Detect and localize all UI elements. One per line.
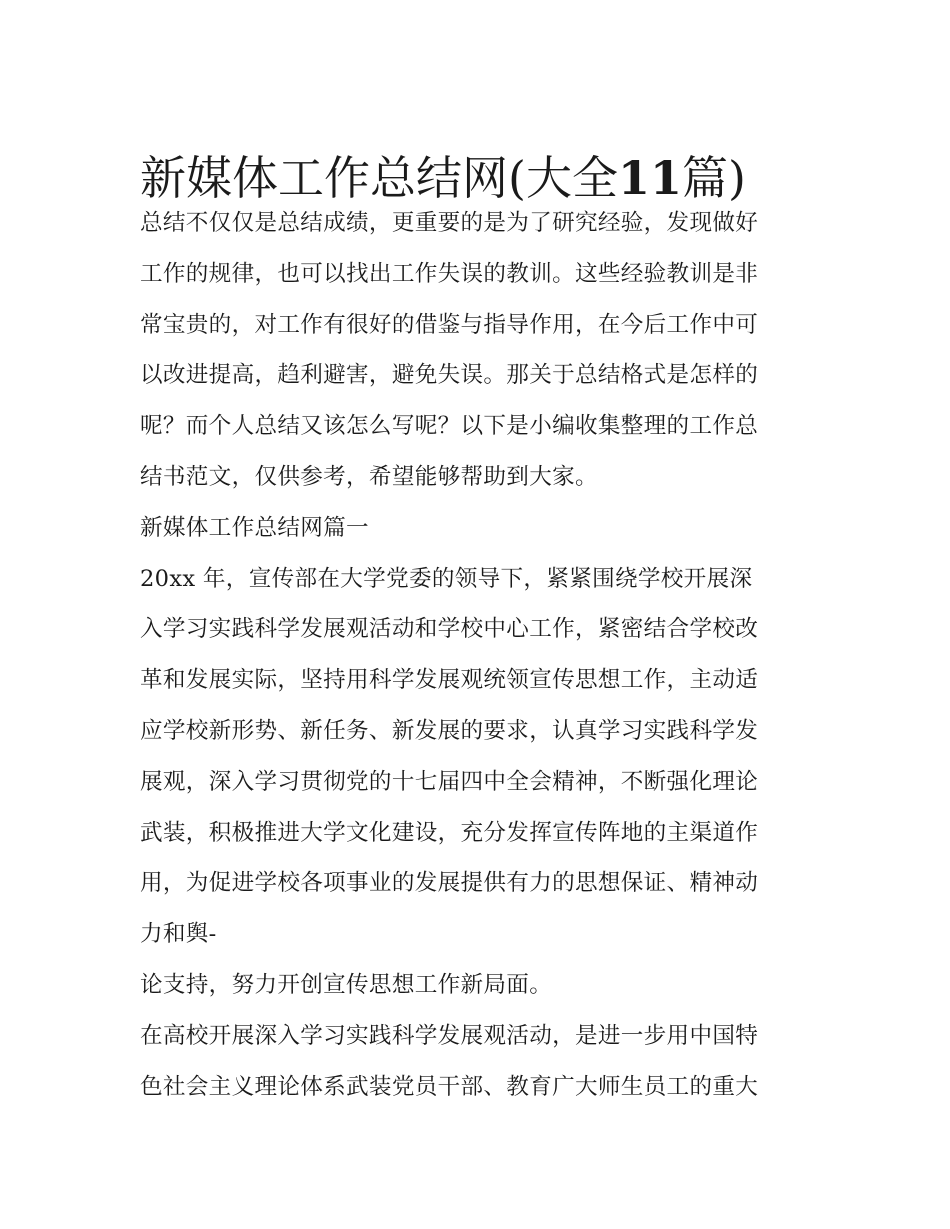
title-prefix: 新媒体工作总结网(大全 [140,150,618,205]
title-suffix: 篇) [681,150,746,205]
text-line: 应学校新形势、新任务、新发展的要求，认真学习实践科学发 [140,717,759,744]
text-line: 论支持，努力开创宣传思想工作新局面。 [140,971,553,998]
text-line: 工作的规律，也可以找出工作失误的教训。这些经验教训是非 [140,260,759,287]
text-line: 结书范文，仅供参考，希望能够帮助到大家。 [140,463,598,490]
text-line: 以改进提高，趋利避害，避免失误。那关于总结格式是怎样的 [140,362,759,389]
text-line: 用，为促进学校各项事业的发展提供有力的思想保证、精神动 [140,870,759,897]
text-line: 总结不仅仅是总结成绩，更重要的是为了研究经验，发现做好 [140,210,759,236]
text-line: 常宝贵的，对工作有很好的借鉴与指导作用，在今后工作中可 [140,311,759,338]
title-number: 11 [617,150,682,205]
text-line: 在高校开展深入学习实践科学发展观活动，是进一步用中国特 [140,1022,759,1049]
text-line: 革和发展实际，坚持用科学发展观统领宣传思想工作，主动适 [140,667,759,694]
section-heading: 新媒体工作总结网篇一 [140,514,369,541]
text-line: 力和舆- [140,921,217,948]
text-line: 呢？而个人总结又该怎么写呢？以下是小编收集整理的工作总 [140,413,759,440]
text-line: 武装，积极推进大学文化建设，充分发挥宣传阵地的主渠道作 [140,819,759,846]
text-line: 展观，深入学习贯彻党的十七届四中全会精神，不断强化理论 [140,768,759,795]
text-line: 色社会主义理论体系武装党员干部、教育广大师生员工的重大 [140,1073,759,1100]
text-line: 20xx 年，宣传部在大学党委的领导下，紧紧围绕学校开展深 [140,565,753,592]
document-body [140,198,830,1112]
text-line: 入学习实践科学发展观活动和学校中心工作，紧密结合学校改 [140,616,759,643]
